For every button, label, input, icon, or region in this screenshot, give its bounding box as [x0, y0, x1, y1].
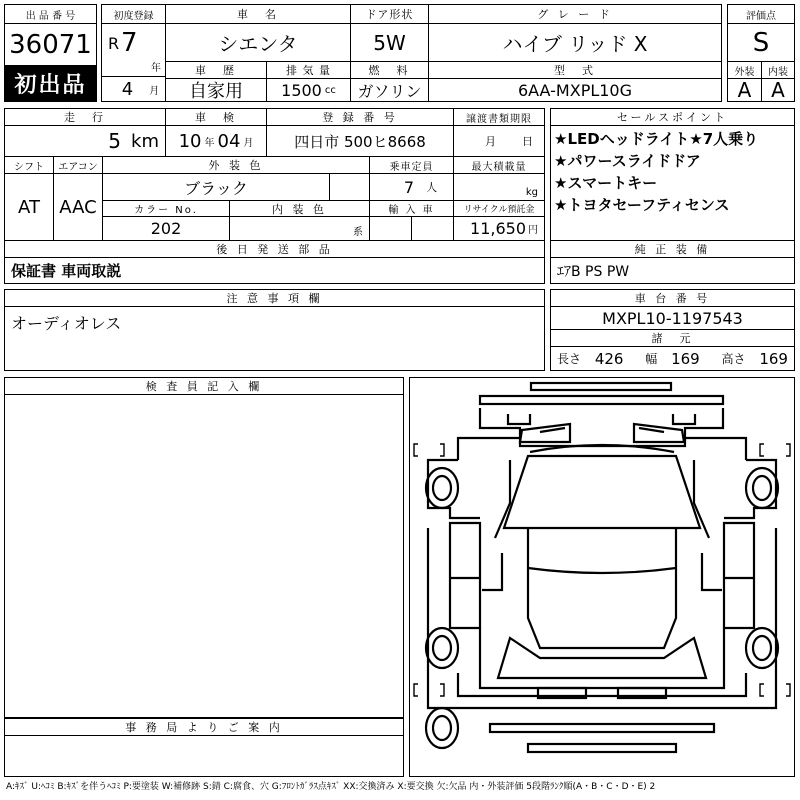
selling-points-list	[554, 128, 758, 216]
inspection-year: 10	[178, 130, 202, 152]
office-area	[4, 735, 404, 777]
inspection-year-unit: 年	[204, 137, 215, 149]
plate-number: 四日市 500ヒ8668	[266, 125, 454, 157]
interior-color-label: 内 装 色	[229, 200, 370, 217]
exterior-color-label: 外 装 色	[102, 156, 370, 174]
air-conditioner: AAC	[53, 173, 103, 241]
office-label: 事 務 局 よ り ご 案 内	[4, 718, 404, 736]
grade-label: グ レ ー ド	[428, 4, 722, 24]
year-unit: 年	[151, 63, 161, 74]
max-load	[453, 173, 545, 201]
transfer-deadline	[453, 125, 545, 157]
import-left	[369, 216, 412, 241]
interior-grade: A	[761, 78, 795, 102]
door-type: 5W	[350, 23, 429, 62]
width-label: 幅	[645, 352, 658, 366]
notes: オーディオレス	[4, 306, 545, 371]
fuel-label: 燃 料	[350, 61, 429, 79]
length: 426	[594, 349, 624, 368]
import-right	[411, 216, 454, 241]
genuine-equipment-label: 純 正 装 備	[550, 240, 795, 258]
displacement	[266, 78, 351, 102]
selling-points-label: セールスポイント	[550, 108, 795, 126]
exterior-color-extra	[329, 173, 370, 201]
lot-number-label: 出 品 番 号	[4, 4, 97, 24]
recycle-deposit	[453, 216, 545, 241]
max-load-label: 最大積載量	[453, 156, 545, 174]
displacement-value: 1500	[281, 80, 322, 100]
registration-year: 7	[121, 28, 138, 58]
specs-label: 諸 元	[550, 329, 795, 347]
ac-label: エアコン	[53, 156, 103, 174]
transfer-day-unit: 日	[522, 135, 533, 148]
length-label: 長さ	[557, 352, 582, 366]
grade: ハイブ リッド X	[428, 23, 722, 62]
car-diagram	[410, 378, 794, 776]
selling-point-4: ★トヨタセーフティセンス	[554, 196, 730, 214]
later-parts: 保証書 車両取説	[4, 257, 545, 284]
shift-label: シフト	[4, 156, 54, 174]
first-registration-month	[101, 76, 166, 102]
first-listing-badge: 初出品	[4, 65, 97, 102]
inspection-month-unit: 月	[243, 137, 254, 149]
model-code: 6AA-MXPL10G	[428, 78, 722, 102]
shift: AT	[4, 173, 54, 241]
displacement-label: 排 気 量	[266, 61, 351, 79]
max-load-unit: kg	[525, 187, 538, 198]
score-label: 評価点	[727, 4, 795, 24]
height: 169	[759, 349, 788, 368]
recycle-label: リサイクル預託金	[453, 200, 545, 217]
lot-number: 36071	[4, 23, 97, 66]
mileage-unit: km	[131, 130, 159, 152]
transfer-deadline-label: 譲渡書類期限	[453, 108, 545, 126]
history: 自家用	[165, 78, 267, 102]
displacement-unit: cc	[324, 84, 336, 96]
mileage-value: 5	[108, 129, 122, 153]
mileage	[4, 125, 166, 157]
mileage-label: 走 行	[4, 108, 166, 126]
selling-point-3: ★スマートキー	[554, 174, 658, 192]
height-label: 高さ	[721, 352, 746, 366]
recycle-value: 11,650	[470, 219, 526, 238]
exterior-grade: A	[727, 78, 762, 102]
overall-score: S	[727, 23, 795, 62]
car-name: シエンタ	[165, 23, 351, 62]
registration-month: 4	[121, 78, 134, 100]
car-name-label: 車 名	[165, 4, 351, 24]
legend: A:ｷｽﾞ U:ﾍｺﾐ B:ｷｽﾞを伴うﾍｺﾐ P:要塗装 W:補修跡 S:錆 C:腐食、穴 G:ﾌﾛﾝﾄｶﾞﾗｽ点ｷｽﾞ XX:交換済み X:要交換 欠:欠品 内・外装評価 5段階ﾗﾝｸ順(A・B・C・D・E) 2	[6, 782, 656, 792]
capacity-label: 乗車定員	[369, 156, 454, 174]
color-number: 202	[102, 216, 230, 241]
era-prefix: R	[108, 34, 120, 53]
inspector-label: 検 査 員 記 入 欄	[4, 377, 404, 395]
first-registration-year	[101, 23, 166, 77]
selling-point-2: ★パワースライドドア	[554, 152, 701, 170]
import-label: 輸 入 車	[369, 200, 454, 217]
interior-color	[229, 216, 370, 241]
inspection-date	[165, 125, 267, 157]
plate-label: 登 録 番 号	[266, 108, 454, 126]
exterior-color: ブラック	[102, 173, 330, 201]
inspection-label: 車 検	[165, 108, 267, 126]
recycle-unit: 円	[528, 225, 538, 236]
inspection-month: 04	[217, 130, 241, 152]
capacity-value: 7	[403, 177, 415, 197]
color-number-label: カラー No.	[102, 200, 230, 217]
history-label: 車 歴	[165, 61, 267, 79]
model-code-label: 型 式	[428, 61, 722, 79]
chassis-number: MXPL10-1197543	[550, 306, 795, 330]
chassis-number-label: 車 台 番 号	[550, 289, 795, 307]
interior-label: 内装	[761, 61, 795, 79]
width: 169	[671, 349, 700, 368]
specs	[550, 346, 795, 371]
exterior-label: 外装	[727, 61, 762, 79]
fuel: ガソリン	[350, 78, 429, 102]
car-diagram-frame	[409, 377, 795, 777]
genuine-equipment: ｴｱB PS PW	[550, 257, 795, 284]
transfer-month-unit: 月	[485, 135, 496, 148]
door-type-label: ドア形状	[350, 4, 429, 24]
capacity	[369, 173, 454, 201]
month-unit: 月	[149, 85, 160, 97]
notes-label: 注 意 事 項 欄	[4, 289, 545, 307]
first-registration-label: 初度登録	[101, 4, 166, 24]
capacity-unit: 人	[426, 181, 438, 194]
later-parts-label: 後 日 発 送 部 品	[4, 240, 545, 258]
inspector-area[interactable]	[4, 394, 404, 718]
selling-point-1: ★LEDヘッドライト★7人乗り	[554, 130, 759, 148]
interior-color-unit: 系	[353, 227, 363, 238]
